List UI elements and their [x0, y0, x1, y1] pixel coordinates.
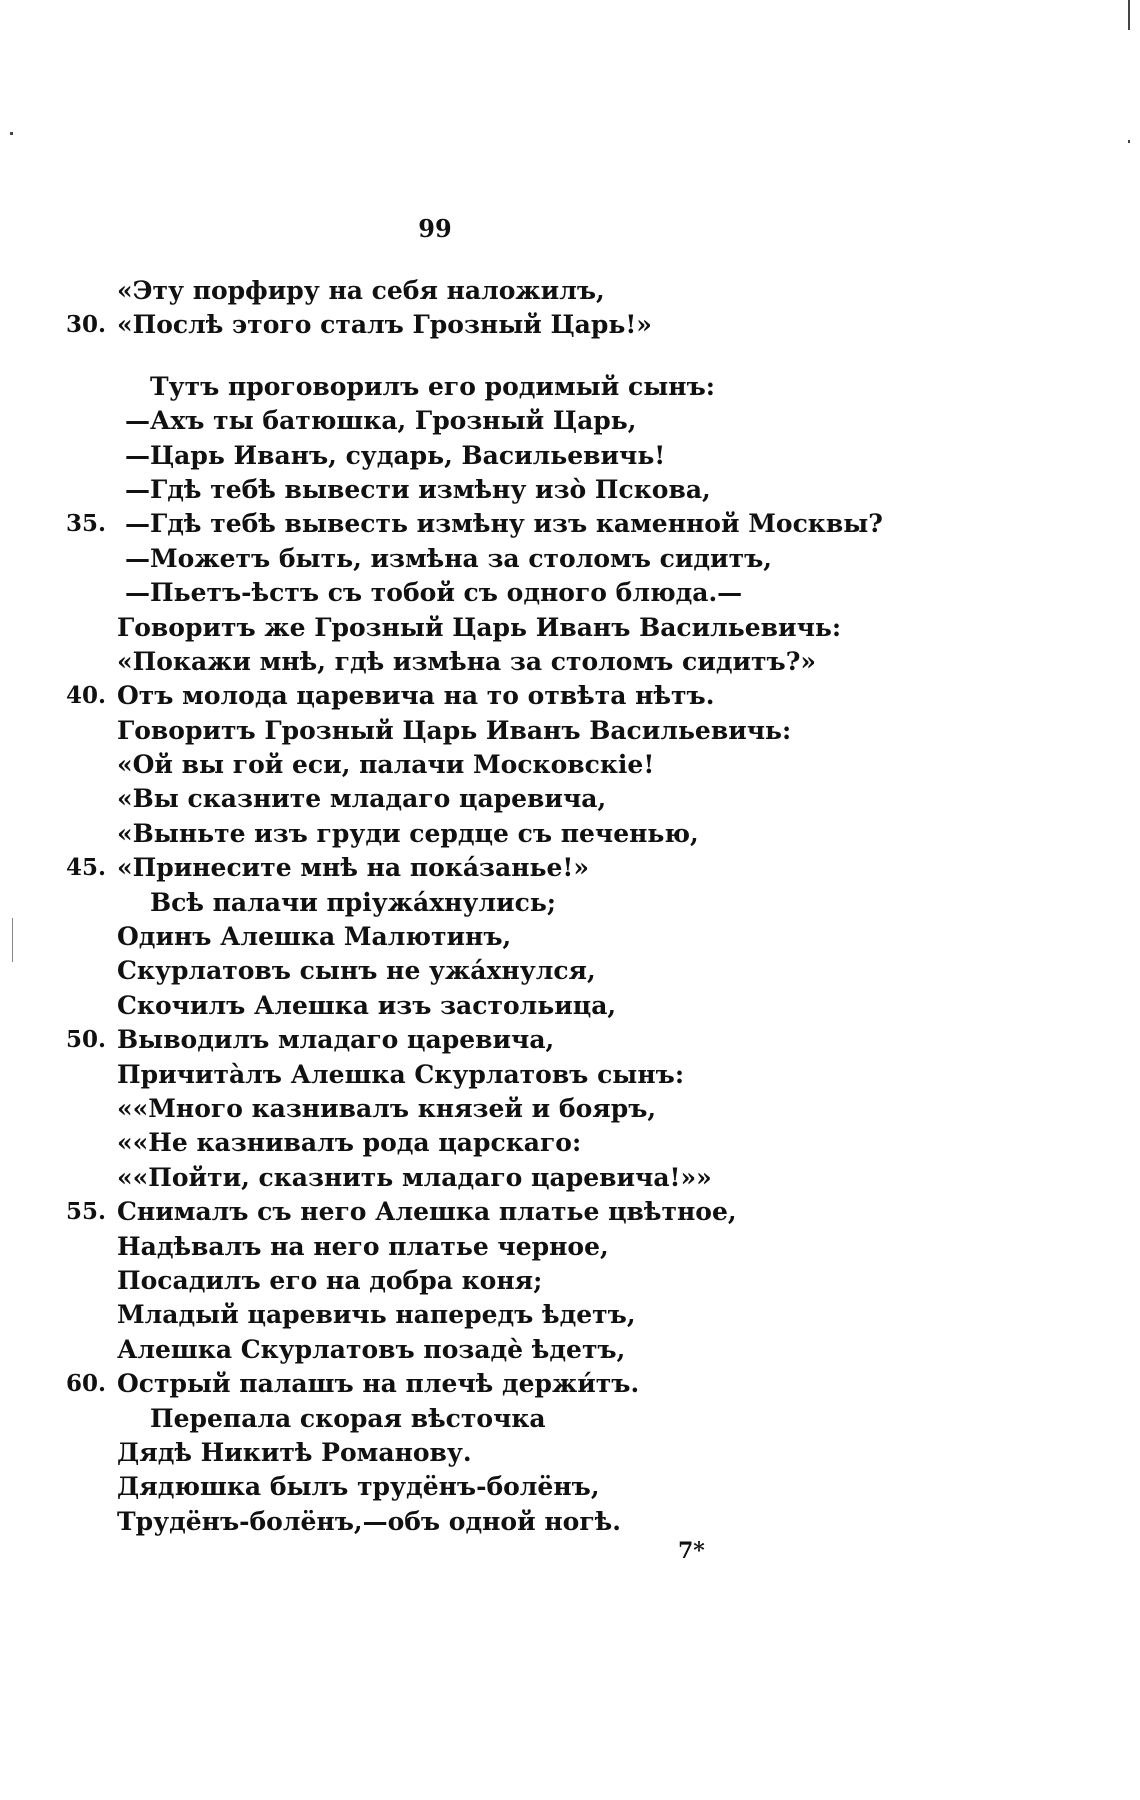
verse-line — [0, 817, 1140, 851]
verse-line — [0, 1058, 1140, 1092]
verse-line — [0, 404, 1140, 438]
line-text: Снималъ съ него Алешка платье цвѣтное, — [117, 1197, 737, 1227]
scan-edge-mark — [1128, 0, 1130, 30]
line-text: «Принесите мнѣ на пока́занье!» — [117, 853, 589, 883]
line-text: Дядѣ Никитѣ Романову. — [117, 1437, 472, 1467]
verse-line — [0, 1505, 1140, 1539]
verse-line — [0, 954, 1140, 988]
line-text: ««Много казнивалъ князей и бояръ, — [117, 1093, 657, 1123]
line-text: «Послѣ этого сталъ Грозный Царь!» — [117, 310, 652, 340]
line-text: «Эту порфиру на себя наложилъ, — [117, 276, 605, 305]
line-text: Посадилъ его на добра коня; — [117, 1265, 543, 1295]
verse-line — [0, 1092, 1140, 1126]
line-text: Отъ молода царевича на то отвѣта нѣтъ. — [117, 681, 715, 711]
verse-line — [0, 1436, 1140, 1470]
line-text: Одинъ Алешка Малютинъ, — [117, 922, 512, 952]
poem-text — [0, 274, 1140, 1539]
line-text: Перепала скорая вѣсточка — [150, 1403, 546, 1433]
verse-line — [0, 886, 1140, 920]
line-number: 50. — [66, 1026, 107, 1054]
line-text: Скурлатовъ сынъ не ужа́хнулся, — [117, 956, 596, 986]
line-text: Младый царевичь напередъ ѣдетъ, — [117, 1300, 636, 1330]
verse-line — [0, 1230, 1140, 1264]
line-text: Говоритъ Грозный Царь Иванъ Васильевичь: — [117, 715, 792, 745]
verse-line — [0, 920, 1140, 954]
verse-line — [0, 274, 1140, 308]
line-text: Выводилъ младаго царевича, — [117, 1025, 555, 1055]
verse-line — [0, 1367, 1140, 1401]
verse-line — [0, 439, 1140, 473]
verse-line — [0, 542, 1140, 576]
scan-edge-mark — [10, 132, 13, 135]
verse-line — [0, 1298, 1140, 1332]
line-text: Трудёнъ-болёнъ,—объ одной ногѣ. — [117, 1506, 621, 1536]
signature-mark: 7* — [678, 1538, 705, 1564]
verse-line — [0, 1126, 1140, 1160]
line-text: Дядюшка былъ трудёнъ-болёнъ, — [117, 1472, 600, 1502]
line-text: —Гдѣ тебѣ вывести измѣну изо̀ Пскова, — [125, 474, 711, 504]
page-number: 99 — [418, 214, 452, 243]
line-number: 40. — [66, 682, 107, 710]
scan-edge-mark — [1128, 140, 1130, 143]
verse-line — [0, 370, 1140, 404]
verse-line — [0, 782, 1140, 816]
line-text: «Выньте изъ груди сердце съ печенью, — [117, 818, 699, 848]
verse-line — [0, 308, 1140, 342]
line-text: ««Не казнивалъ рода царскаго: — [117, 1128, 582, 1158]
verse-line — [0, 989, 1140, 1023]
verse-line — [0, 507, 1140, 541]
verse-line — [0, 1195, 1140, 1229]
line-text: Скочилъ Алешка изъ застольица, — [117, 990, 617, 1020]
line-text: —Царь Иванъ, сударь, Васильевичь! — [125, 440, 666, 470]
line-text: —Ахъ ты батюшка, Грозный Царь, — [125, 406, 637, 436]
line-number: 30. — [66, 311, 107, 339]
line-text: Острый палашъ на плечѣ держи́тъ. — [117, 1369, 640, 1399]
verse-line — [0, 1470, 1140, 1504]
line-number: 60. — [66, 1370, 107, 1398]
verse-line — [0, 611, 1140, 645]
line-number: 35. — [66, 510, 107, 538]
verse-line — [0, 679, 1140, 713]
verse-line — [0, 1023, 1140, 1057]
scan-edge-mark — [12, 918, 13, 962]
line-number: 55. — [66, 1198, 107, 1226]
verse-line — [0, 645, 1140, 679]
verse-line — [0, 1402, 1140, 1436]
verse-line — [0, 1264, 1140, 1298]
verse-line — [0, 714, 1140, 748]
line-number: 45. — [66, 854, 107, 882]
line-text: Тутъ проговорилъ его родимый сынъ: — [150, 371, 715, 401]
line-text: Алешка Скурлатовъ позадѐ ѣдетъ, — [117, 1334, 626, 1364]
verse-line — [0, 851, 1140, 885]
line-text: —Пьетъ-ѣстъ съ тобой съ одного блюда.— — [125, 578, 743, 608]
line-text: «Покажи мнѣ, гдѣ измѣна за столомъ сидитъ?» — [117, 646, 816, 676]
line-text: «Ой вы гой еси, палачи Московскіе! — [117, 750, 655, 780]
line-text: Надѣвалъ на него платье черное, — [117, 1231, 609, 1261]
verse-line — [0, 748, 1140, 782]
line-text: Говоритъ же Грозный Царь Иванъ Васильевичь: — [117, 612, 842, 642]
line-text: Всѣ палачи пріужа́хнулись; — [150, 887, 557, 917]
line-text: —Можетъ быть, измѣна за столомъ сидитъ, — [125, 543, 772, 573]
verse-line — [0, 473, 1140, 507]
verse-line — [0, 1161, 1140, 1195]
verse-line — [0, 576, 1140, 610]
line-text: Причита̀лъ Алешка Скурлатовъ сынъ: — [117, 1059, 685, 1089]
verse-line — [0, 1333, 1140, 1367]
line-text: «Вы сказните младаго царевича, — [117, 784, 607, 814]
line-text: —Гдѣ тебѣ вывесть измѣну изъ каменной Москвы? — [125, 509, 883, 539]
line-text: ««Пойти, сказнить младаго царевича!»» — [117, 1162, 712, 1192]
